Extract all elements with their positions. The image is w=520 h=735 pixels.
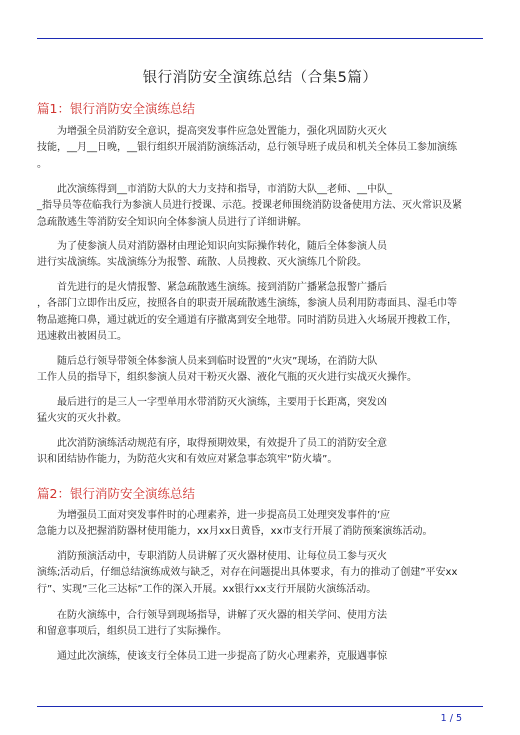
section-2-paragraph-2 (37, 549, 483, 598)
text-line: _指导员等莅临我行为参演人员进行授课、示范。授课老师围绕消防设备使用方法、灭火常识及紧 (37, 200, 462, 212)
text-line: 迅速救出被困员工。 (37, 330, 127, 342)
section-1-heading: 篇1：银行消防安全演练总结 (37, 101, 195, 116)
text-line: 行”、实现”三化三达标”工作的深入开展。xx银行xx支行开展防火演练活动。 (37, 583, 377, 595)
text-line: 最后进行的是三人一字型单用水带消防灭火演练，主要用于长距离，突发凶 (37, 397, 387, 408)
text-line: 首先进行的是火情报警、紧急疏散逃生演练。接到消防广播紧急报警广播后 (37, 282, 387, 293)
text-line: 物品遮掩口鼻，通过就近的安全通道有序撤离到安全地带。同时消防员进入火场展开搜救工作， (37, 314, 457, 326)
section-2-paragraph-3 (37, 608, 483, 641)
section-1-paragraph-3 (37, 239, 483, 272)
section-1-paragraph-7 (37, 436, 483, 469)
section-1-paragraph-5 (37, 354, 483, 387)
text-line: 在防火演练中，合行领导到现场指导，讲解了灭火器的相关学问、使用方法 (37, 610, 387, 621)
text-line: 随后总行领导带领全体参演人员来到临时设置的”火灾”现场，在消防大队 (37, 356, 378, 367)
text-line: 此次消防演练活动规范有序，取得预期效果，有效提升了员工的消防安全意 (37, 438, 387, 449)
text-line: 工作人员的指导下，组织参演人员对干粉灭火器、液化气瓶的灭火进行实战灭火操作。 (37, 372, 417, 384)
text-line: 急能力以及把握消防器材使用能力，xx月xx日黄昏，xx市支行开展了消防预案演练活动。 (37, 526, 433, 538)
text-line: 技能，__月__日晚，__银行组织开展消防演练活动，总行领导班子成员和机关全体员工参加演练 (37, 142, 457, 154)
text-line: 识和团结协作能力，为防范火灾和有效应对紧急事态筑牢”防火墙”。 (37, 454, 338, 466)
text-line: 为增强全员消防安全意识，提高突发事件应急处置能力，强化巩固防火灭火 (37, 126, 387, 137)
section-1-paragraph-4 (37, 280, 483, 345)
text-line: 为了使参演人员对消防器材由理论知识向实际操作转化，随后全体参演人员 (37, 241, 387, 252)
section-2-paragraph-4 (37, 649, 483, 665)
section-1-paragraph-6 (37, 395, 483, 428)
header-rule (37, 38, 483, 39)
text-line: 猛火灾的灭火扑救。 (37, 413, 127, 425)
text-line: 此次演练得到__市消防大队的大力支持和指导，市消防大队__老师、__中队_ (37, 184, 392, 195)
text-line: 和留意事项后，组织员工进行了实际操作。 (37, 626, 227, 638)
text-line: 演练;活动后，仔细总结演练成效与缺乏，对存在问题提出具体要求，有力的推动了创建”平安xx (37, 567, 458, 579)
text-line: ，各部门立即作出反应，按照各自的职责开展疏散逃生演练，参演人员利用防毒面具、湿毛巾等 (37, 298, 457, 310)
text-line: 急疏散逃生等消防安全知识向全体参演人员进行了详细讲解。 (37, 216, 307, 228)
document-title: 银行消防安全演练总结（合集5篇） (142, 70, 378, 86)
text-line: 进行实战演练。实战演练分为报警、疏散、人员搜救、灭火演练几个阶段。 (37, 257, 367, 269)
footer-rule (37, 706, 483, 707)
section-1-paragraph-2 (37, 182, 483, 231)
text-line: 通过此次演练，使该支行全体员工进一步提高了防火心理素养，克服遇事惊 (37, 651, 387, 662)
section-1-paragraph-1 (37, 124, 483, 173)
section-2-heading: 篇2：银行消防安全演练总结 (37, 486, 195, 501)
text-line: 消防预演活动中，专职消防人员讲解了灭火器材使用、让每位员工参与灭火 (37, 551, 387, 562)
text-line: 为增强员工面对突发事件时的心理素养，进一步提高员工处理突发事件的’应 (37, 510, 391, 521)
section-2-paragraph-1 (37, 508, 483, 541)
page-number: 1 / 5 (440, 713, 462, 724)
text-line: 。 (37, 158, 47, 170)
